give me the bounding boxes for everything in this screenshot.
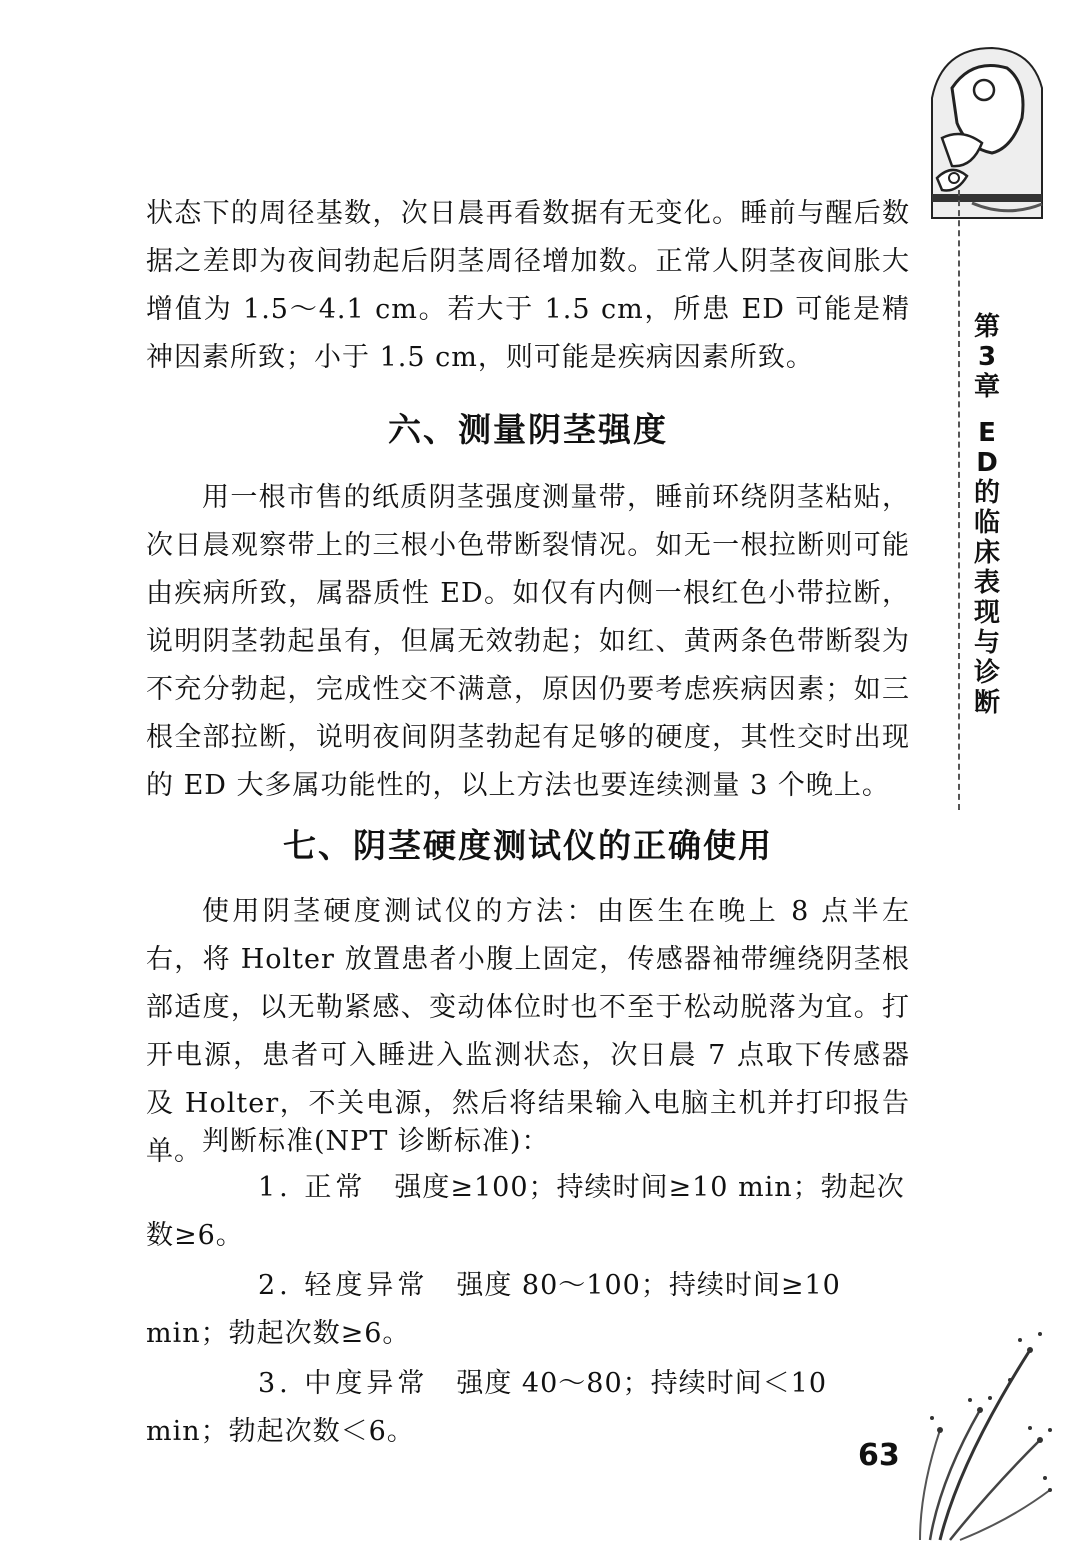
criteria-item	[146, 1360, 910, 1456]
criteria-label: 3. 中度异常	[258, 1368, 429, 1399]
section-7-paragraph: 使用阴茎硬度测试仪的方法：由医生在晚上 8 点半左右，将 Holter 放置患者小腹上固定，传感器袖带缠绕阴茎根部适度，以无勒紧感、变动体位时也不至于松动脱落为宜。打开电源，患者可入睡进入监测状态，次日晨 7 点取下传感器及 Holter，不关电源，然后将结果输入电脑主机并打印报告单。	[146, 896, 910, 1167]
criteria-label: 1. 正常	[258, 1172, 367, 1203]
chapter-illustration	[912, 28, 1052, 228]
page-number: 63	[858, 1438, 900, 1473]
side-tab-title: ED的临床表现与诊断	[973, 418, 1000, 718]
criteria-item	[146, 1262, 910, 1358]
grass-decoration-icon	[880, 1320, 1060, 1544]
section-6-paragraph: 用一根市售的纸质阴茎强度测量带，睡前环绕阴茎粘贴，次日晨观察带上的三根小色带断裂情况。如无一根拉断则可能由疾病所致，属器质性 ED。如仅有内侧一根红色小带拉断，说明阴茎勃起虽有，但属无效勃起；如红、黄两条色带断裂为不充分勃起，完成性交不满意，原因仍要考虑疾病因素；如三根全部拉断，说明夜间阴茎勃起有足够的硬度，其性交时出现的 ED 大多属功能性的，以上方法也要连续测量 3 个晚上。	[146, 482, 910, 801]
criteria-label: 2. 轻度异常	[258, 1270, 429, 1301]
side-tab-rule	[958, 190, 960, 810]
continuation-paragraph: 状态下的周径基数，次日晨再看数据有无变化。睡前与醒后数据之差即为夜间勃起后阴茎周径增加数。正常人阴茎夜间胀大增值为 1.5～4.1 cm。若大于 1.5 cm，所患 ED 可能是精神因素所致；小于 1.5 cm，则可能是疾病因素所致。	[146, 198, 910, 373]
criteria-list	[146, 1164, 910, 1456]
section-7-heading: 七、阴茎硬度测试仪的正确使用	[283, 826, 773, 865]
criteria-title: 判断标准(NPT 诊断标准)：	[202, 1126, 550, 1157]
criteria-text: 强度≥100；持续时间≥10 min；勃起次数≥6。	[146, 1172, 905, 1251]
criteria-text: 强度 40～80；持续时间＜10 min；勃起次数＜6。	[146, 1368, 827, 1447]
side-tab-chapter: 第3章	[973, 312, 1000, 402]
section-6-heading: 六、测量阴茎强度	[388, 410, 668, 449]
criteria-item	[146, 1164, 910, 1260]
criteria-text: 强度 80～100；持续时间≥10 min；勃起次数≥6。	[146, 1270, 841, 1349]
